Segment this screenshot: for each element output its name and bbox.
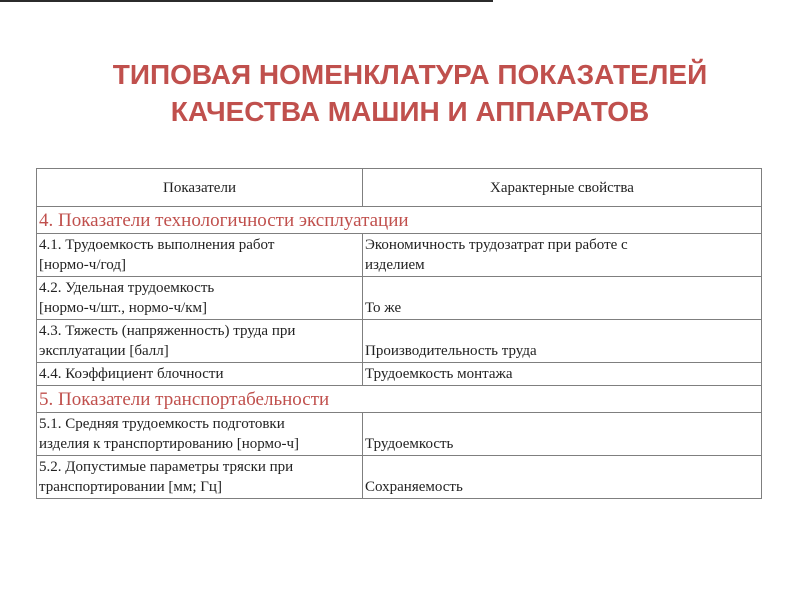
section-row: [37, 386, 762, 413]
header-properties: Характерные свойства: [363, 169, 762, 207]
row-4-2-indicator: [37, 277, 363, 320]
top-rule: [0, 0, 493, 2]
row-4-2-property: То же: [363, 277, 762, 320]
table-row: [37, 413, 762, 456]
cell-line: 4.1. Трудоемкость выполнения работ: [39, 237, 275, 253]
row-5-2-property: Сохраняемость: [363, 456, 762, 499]
cell-line: изделия к транспортированию [нормо-ч]: [39, 436, 300, 452]
slide-title: [40, 56, 780, 130]
section-row: [37, 207, 762, 234]
row-4-1-indicator: [37, 234, 363, 277]
row-4-3-indicator: [37, 320, 363, 363]
cell-line: [нормо-ч/год]: [39, 257, 126, 273]
cell-line: эксплуатации [балл]: [39, 343, 169, 359]
table-row: [37, 320, 762, 363]
section-5-title: 5. Показатели транспортабельности: [37, 386, 762, 413]
row-4-1-property: [363, 234, 762, 277]
cell-line: 4.2. Удельная трудоемкость: [39, 280, 215, 296]
row-5-1-indicator: [37, 413, 363, 456]
row-4-3-property: Производительность труда: [363, 320, 762, 363]
cell-line: 4.3. Тяжесть (напряженность) труда при: [39, 323, 296, 339]
cell-line: 5.2. Допустимые параметры тряски при: [39, 459, 294, 475]
cell-line: транспортировании [мм; Гц]: [39, 479, 222, 495]
title-line-2: КАЧЕСТВА МАШИН И АППАРАТОВ: [170, 96, 650, 127]
row-4-4-property: Трудоемкость монтажа: [363, 363, 762, 386]
cell-line: 5.1. Средняя трудоемкость подготовки: [39, 416, 285, 432]
row-5-1-property: Трудоемкость: [363, 413, 762, 456]
cell-line: [нормо-ч/шт., нормо-ч/км]: [39, 300, 207, 316]
quality-indicators-table: [36, 168, 762, 499]
table-row: [37, 363, 762, 386]
row-5-2-indicator: [37, 456, 363, 499]
header-indicators: Показатели: [37, 169, 363, 207]
table-row: [37, 456, 762, 499]
row-4-4-indicator: 4.4. Коэффициент блочности: [37, 363, 363, 386]
cell-line: Экономичность трудозатрат при работе с: [365, 237, 628, 253]
cell-line: изделием: [365, 257, 425, 273]
table-row: [37, 234, 762, 277]
section-4-title: 4. Показатели технологичности эксплуатации: [37, 207, 762, 234]
table-row: [37, 277, 762, 320]
title-line-1: ТИПОВАЯ НОМЕНКЛАТУРА ПОКАЗАТЕЛЕЙ: [112, 59, 708, 90]
table-header-row: [37, 169, 762, 207]
